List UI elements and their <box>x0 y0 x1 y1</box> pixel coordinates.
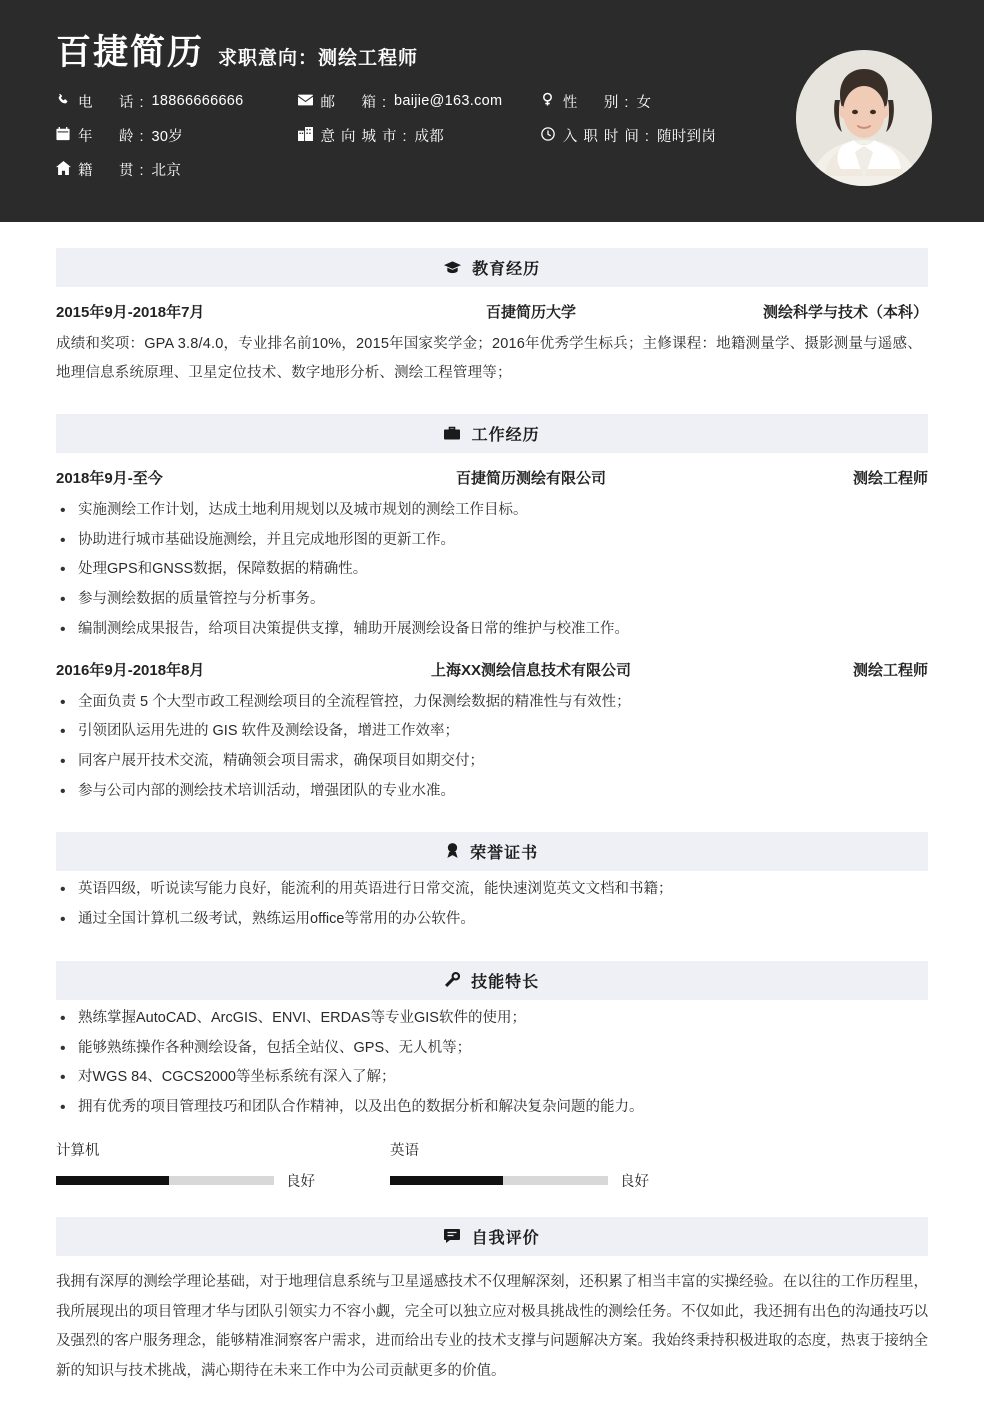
comment-icon <box>444 1230 465 1247</box>
city-icon <box>298 127 320 144</box>
evaluation-text: 我拥有深厚的测绘学理论基础，对于地理信息系统与卫星遥感技术不仅理解深刻，还积累了相当丰富的实操经验。在以往的工作历程里，我所展现出的项目管理才华与团队引领实力不容小觑，完全可以独立应对极具挑战性的测绘任务。不仅如此，我还拥有出色的沟通技巧以及强烈的客户服务理念，能够精准洞察客户需求，进而给出专业的技术支撑与问题解决方案。我始终秉持积极进取的态度，热衷于接纳全新的知识与技术挑战，满心期待在未来工作中为公司贡献更多的价值。 <box>56 1273 928 1379</box>
section-header-work <box>56 414 928 453</box>
evaluation-body <box>0 1268 984 1387</box>
skill-bars <box>56 1139 928 1191</box>
skill-track <box>390 1176 608 1185</box>
list-item: • 编制测绘成果报告，给项目决策提供支撑，辅助开展测绘设备日常的维护与校准工作。 <box>56 615 928 645</box>
work-company: 上海XX测绘信息技术有限公司 <box>430 661 631 679</box>
contact-email-value: baijie@163.com <box>393 93 503 109</box>
section-title-evaluation: 自我评价 <box>471 1229 540 1247</box>
work-entry <box>56 659 928 807</box>
mail-icon <box>298 93 320 109</box>
candidate-name: 百捷简历 <box>56 33 205 72</box>
skill-line <box>390 1170 724 1191</box>
skill-track <box>56 1176 274 1185</box>
list-item: • 实施测绘工作计划，达成土地利用规划以及城市规划的测绘工作目标。 <box>56 496 928 526</box>
list-item: • 拥有优秀的项目管理技巧和团队合作精神，以及出色的数据分析和解决复杂问题的能力。 <box>56 1093 928 1123</box>
section-title-education: 教育经历 <box>472 261 541 278</box>
contact-age-value: 30岁 <box>151 128 184 145</box>
work-entry <box>56 467 928 645</box>
work-body <box>0 467 984 806</box>
skill-name: 英语 <box>390 1142 419 1159</box>
skills-body <box>0 1004 984 1191</box>
list-item: • 熟练掌握AutoCAD、ArcGIS、ENVI、ERDAS等专业GIS软件的使用； <box>56 1004 928 1034</box>
gender-icon <box>541 92 563 110</box>
honors-bullets <box>56 875 928 934</box>
work-period: 2018年9月-至今 <box>56 470 163 487</box>
contact-age <box>56 125 298 146</box>
spacer <box>0 222 984 248</box>
home-icon <box>56 161 78 178</box>
education-period: 2015年9月-2018年7月 <box>56 304 205 321</box>
contact-hometown-label: 籍 贯: <box>78 162 150 179</box>
work-entry-header <box>56 467 928 488</box>
contact-hometown-value: 北京 <box>151 162 182 179</box>
work-bullets <box>56 496 928 645</box>
spacer <box>0 935 984 961</box>
list-item: • 处理GPS和GNSS数据，保障数据的精确性。 <box>56 555 928 585</box>
contact-entry-time-label: 入职时间: <box>562 128 655 145</box>
list-item: • 通过全国计算机二级考试，熟练运用office等常用的办公软件。 <box>56 905 928 935</box>
contact-phone-value: 18866666666 <box>151 93 244 109</box>
phone-icon <box>56 93 78 110</box>
contact-row-3 <box>56 159 756 180</box>
section-header-skills <box>56 961 928 1000</box>
contact-info-grid <box>56 91 756 180</box>
work-company: 百捷简历测绘有限公司 <box>455 470 606 487</box>
work-entry-header <box>56 659 928 680</box>
skills-bullets <box>56 1004 928 1123</box>
section-header-honors <box>56 832 928 871</box>
work-role: 测绘工程师 <box>852 470 928 487</box>
contact-gender <box>541 91 756 112</box>
contact-gender-label: 性 别: <box>562 94 635 111</box>
skill-level: 良好 <box>620 1173 649 1190</box>
work-role: 测绘工程师 <box>852 661 928 679</box>
contact-city-label: 意向城市: <box>320 128 413 145</box>
contact-city-value: 成都 <box>414 128 445 145</box>
resume-header <box>0 0 984 222</box>
header-left <box>56 34 756 180</box>
work-bullets <box>56 688 928 807</box>
contact-gender-value: 女 <box>636 94 652 111</box>
skill-level: 良好 <box>286 1173 315 1190</box>
section-header-evaluation <box>56 1217 928 1256</box>
wrench-icon <box>445 974 465 991</box>
contact-phone-label: 电 话: <box>78 94 150 111</box>
section-title-honors: 荣誉证书 <box>470 845 539 863</box>
skill-line <box>56 1170 390 1191</box>
list-item: • 全面负责 5 个大型市政工程测绘项目的全流程管控，力保测绘数据的精准性与有效性； <box>56 688 928 718</box>
contact-hometown <box>56 159 304 180</box>
graduation-cap-icon <box>444 261 466 278</box>
work-period: 2016年9月-2018年8月 <box>56 661 205 679</box>
skill-bar-english <box>390 1139 724 1191</box>
contact-email-label: 邮 箱: <box>320 94 392 111</box>
contact-row-2 <box>56 125 756 146</box>
list-item: • 能够熟练操作各种测绘设备，包括全站仪、GPS、无人机等； <box>56 1034 928 1064</box>
list-item: • 对WGS 84、CGCS2000等坐标系统有深入了解； <box>56 1063 928 1093</box>
skill-bar-computer <box>56 1139 390 1191</box>
section-header-education <box>56 248 928 287</box>
contact-entry-time-value: 随时到岗 <box>656 128 717 145</box>
medal-icon <box>446 845 464 862</box>
list-item: • 英语四级，听说读写能力良好，能流利的用英语进行日常交流，能快速浏览英文文档和书籍； <box>56 875 928 905</box>
education-entry-header <box>56 301 928 322</box>
calendar-icon <box>56 127 78 144</box>
contact-age-label: 年 龄: <box>78 128 150 145</box>
skill-fill <box>56 1176 169 1185</box>
avatar <box>796 50 932 186</box>
list-item: • 参与公司内部的测绘技术培训活动，增强团队的专业水准。 <box>56 777 928 807</box>
list-item: • 同客户展开技术交流，精确领会项目需求，确保项目如期交付； <box>56 747 928 777</box>
contact-phone <box>56 91 298 112</box>
contact-entry-time <box>541 125 756 146</box>
contact-row-1 <box>56 91 756 112</box>
spacer <box>0 806 984 832</box>
education-major: 测绘科学与技术（本科） <box>762 304 928 321</box>
name-row <box>56 34 756 73</box>
clock-icon <box>541 127 563 144</box>
spacer <box>0 1191 984 1217</box>
section-title-work: 工作经历 <box>471 427 540 444</box>
skill-name: 计算机 <box>56 1142 100 1159</box>
spacer <box>0 1387 984 1427</box>
contact-city <box>298 125 540 146</box>
list-item: • 协助进行城市基础设施测绘，并且完成地形图的更新工作。 <box>56 526 928 556</box>
spacer <box>0 388 984 414</box>
list-item: • 引领团队运用先进的 GIS 软件及测绘设备，增进工作效率； <box>56 717 928 747</box>
list-item: • 参与测绘数据的质量管控与分析事务。 <box>56 585 928 615</box>
education-detail: 成绩和奖项：GPA 3.8/4.0，专业排名前10%，2015年国家奖学金；2016年优秀学生标兵；主修课程：地籍测量学、摄影测量与遥感、地理信息系统原理、卫星定位技术、数字地形分析、测绘工程管理等； <box>56 336 922 381</box>
job-objective: 求职意向：测绘工程师 <box>218 48 419 69</box>
education-body <box>0 301 984 388</box>
section-title-skills: 技能特长 <box>471 973 540 991</box>
education-school: 百捷简历大学 <box>485 304 576 321</box>
contact-email <box>298 91 540 112</box>
briefcase-icon <box>444 427 465 444</box>
skill-fill <box>390 1176 503 1185</box>
honors-body <box>0 875 984 934</box>
